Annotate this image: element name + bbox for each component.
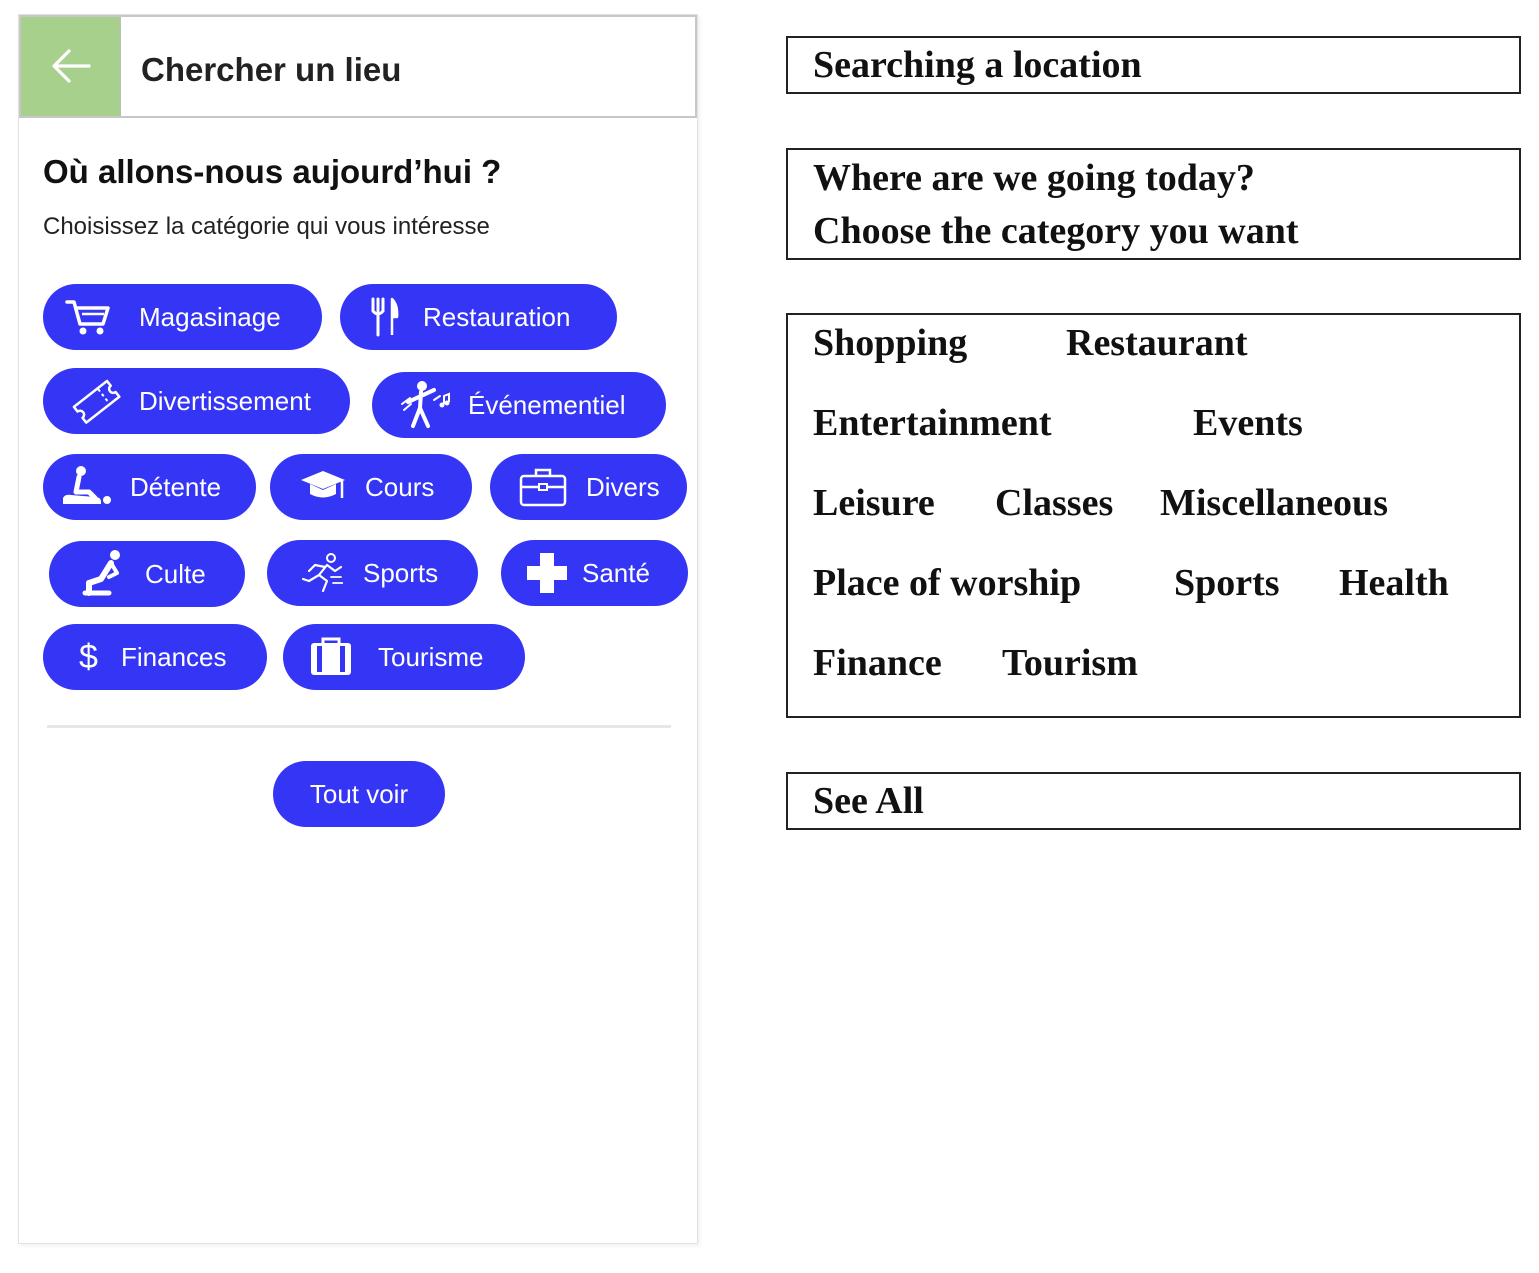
runner-icon xyxy=(301,540,343,606)
medical-cross-icon xyxy=(526,540,568,606)
category-chip-sports[interactable] xyxy=(267,540,478,606)
section-subheading: Choisissez la catégorie qui vous intéresse xyxy=(43,213,490,240)
translation-title: Searching a location xyxy=(813,44,1142,86)
ticket-icon xyxy=(69,368,123,434)
category-label: Détente xyxy=(130,472,222,502)
back-button[interactable] xyxy=(21,17,121,116)
fork-knife-icon xyxy=(370,284,400,350)
translation-box-see-all xyxy=(786,772,1521,830)
category-chip-evenementiel[interactable] xyxy=(372,372,666,438)
category-chip-divertissement[interactable] xyxy=(43,368,350,434)
section-heading: Où allons-nous aujourd’hui ? xyxy=(43,153,502,190)
category-chip-divers[interactable] xyxy=(490,454,687,520)
translation-category: Shopping xyxy=(813,322,968,364)
dollar-icon: $ xyxy=(79,637,98,676)
translation-category: Entertainment xyxy=(813,402,1052,444)
briefcase-icon xyxy=(518,454,568,520)
translation-category: Health xyxy=(1339,562,1449,604)
category-label: Culte xyxy=(145,559,206,589)
category-chip-detente[interactable] xyxy=(43,454,256,520)
phone-screen xyxy=(18,14,698,1244)
translation-category: Finance xyxy=(813,642,942,684)
category-label: Cours xyxy=(365,472,435,502)
top-bar xyxy=(19,15,697,118)
category-label: Santé xyxy=(582,558,650,588)
category-label: Divertissement xyxy=(139,386,311,416)
category-chip-tourisme[interactable] xyxy=(283,624,525,690)
category-label: Finances xyxy=(121,642,227,672)
category-label: Restauration xyxy=(423,302,571,332)
graduation-cap-icon xyxy=(300,454,346,520)
category-chip-sante[interactable] xyxy=(501,540,688,606)
dancer-icon xyxy=(400,372,452,438)
category-label: Sports xyxy=(363,558,439,588)
category-chip-magasinage[interactable] xyxy=(43,284,322,350)
category-chip-finances[interactable] xyxy=(43,624,267,690)
shopping-cart-icon xyxy=(65,284,111,350)
page-title: Chercher un lieu xyxy=(141,51,402,88)
translation-category: Events xyxy=(1193,402,1303,444)
translation-category: Miscellaneous xyxy=(1160,482,1388,524)
translation-category: Classes xyxy=(995,482,1114,524)
translation-category: Place of worship xyxy=(813,562,1082,604)
divider xyxy=(47,725,671,728)
category-chip-cours[interactable] xyxy=(270,454,472,520)
see-all-button[interactable]: Tout voir xyxy=(273,761,445,827)
translation-category: Restaurant xyxy=(1066,322,1248,364)
translation-box-title xyxy=(786,36,1521,94)
arrow-left-icon xyxy=(49,44,93,88)
translation-subheading: Choose the category you want xyxy=(813,210,1299,252)
translation-box-categories xyxy=(786,313,1521,718)
category-label: Divers xyxy=(586,472,660,502)
luggage-icon xyxy=(309,624,353,690)
translation-heading: Where are we going today? xyxy=(813,157,1255,199)
category-label: Événementiel xyxy=(468,390,626,420)
category-label: Magasinage xyxy=(139,302,281,332)
translation-see-all: See All xyxy=(813,780,924,822)
massage-icon xyxy=(61,454,113,520)
category-chip-culte[interactable] xyxy=(49,541,245,607)
kneeling-person-icon xyxy=(81,541,125,607)
category-label: Tourisme xyxy=(378,642,484,672)
category-chip-restauration[interactable] xyxy=(340,284,617,350)
translation-category: Tourism xyxy=(1002,642,1138,684)
translation-category: Leisure xyxy=(813,482,935,524)
translation-box-heading xyxy=(786,148,1521,260)
translation-category: Sports xyxy=(1174,562,1280,604)
